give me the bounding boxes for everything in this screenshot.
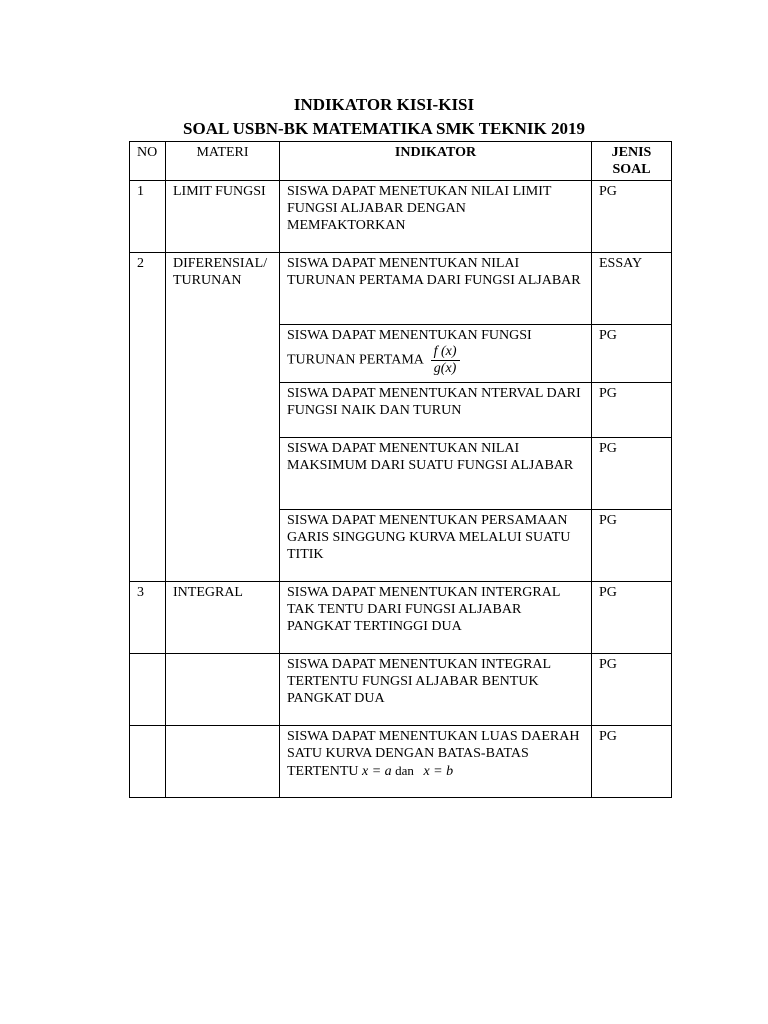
row-no: [130, 654, 166, 726]
row-materi: LIMIT FUNGSI: [166, 181, 280, 253]
row-jenis: PG: [592, 325, 672, 383]
table-header-row: [130, 142, 672, 181]
header-jenis-line1: JENIS: [611, 145, 652, 160]
row-indikator: SISWA DAPAT MENENTUKAN INTERGRAL TAK TENTU DARI FUNGSI ALJABAR PANGKAT TERTINGGI DUA: [280, 582, 592, 654]
row-materi: DIFERENSIAL/ TURUNAN: [166, 253, 280, 582]
dan-text: dan: [395, 763, 414, 778]
row-jenis: PG: [592, 582, 672, 654]
table-row: [130, 181, 672, 253]
kisi-kisi-table: [129, 141, 672, 798]
row-no: [130, 726, 166, 798]
table-row: [130, 253, 672, 325]
row-jenis: PG: [592, 726, 672, 798]
header-no: NO: [130, 142, 166, 181]
table-row: [130, 726, 672, 798]
indikator-text: SISWA DAPAT MENENTUKAN LUAS DAERAH SATU KURVA DENGAN BATAS-BATAS TERTENTU: [287, 729, 580, 779]
row-indikator: SISWA DAPAT MENENTUKAN INTEGRAL TERTENTU FUNGSI ALJABAR BENTUK PANGKAT DUA: [280, 654, 592, 726]
indikator-line1: SISWA DAPAT MENENTUKAN FUNGSI: [287, 328, 532, 343]
row-jenis: PG: [592, 181, 672, 253]
row-no: 3: [130, 582, 166, 654]
document-subtitle: SOAL USBN-BK MATEMATIKA SMK TEKNIK 2019: [183, 119, 585, 138]
header-jenis-line2: SOAL: [612, 162, 651, 177]
row-indikator: [280, 325, 592, 383]
row-jenis: PG: [592, 510, 672, 582]
row-indikator: SISWA DAPAT MENETUKAN NILAI LIMIT FUNGSI ALJABAR DENGAN MEMFAKTORKAN: [280, 181, 592, 253]
fraction-f-over-g: [431, 344, 460, 377]
row-indikator: SISWA DAPAT MENENTUKAN NILAI MAKSIMUM DARI SUATU FUNGSI ALJABAR: [280, 438, 592, 510]
row-no: 2: [130, 253, 166, 582]
row-jenis: PG: [592, 383, 672, 438]
row-indikator: [280, 726, 592, 798]
table-row: [130, 582, 672, 654]
math-x-equals-a: x = a: [361, 764, 392, 779]
row-jenis: PG: [592, 654, 672, 726]
row-materi: [166, 654, 280, 726]
header-jenis-soal: [592, 142, 672, 181]
row-no: 1: [130, 181, 166, 253]
row-jenis: ESSAY: [592, 253, 672, 325]
header-materi: MATERI: [166, 142, 280, 181]
indikator-line2: TURUNAN PERTAMA: [287, 352, 424, 368]
row-indikator: SISWA DAPAT MENENTUKAN NTERVAL DARI FUNGSI NAIK DAN TURUN: [280, 383, 592, 438]
row-indikator: SISWA DAPAT MENENTUKAN NILAI TURUNAN PERTAMA DARI FUNGSI ALJABAR: [280, 253, 592, 325]
header-indikator: INDIKATOR: [280, 142, 592, 181]
row-indikator: SISWA DAPAT MENENTUKAN PERSAMAAN GARIS SINGGUNG KURVA MELALUI SUATU TITIK: [280, 510, 592, 582]
table-row: [130, 654, 672, 726]
document-title: INDIKATOR KISI-KISI: [293, 95, 475, 114]
math-x-equals-b: x = b: [423, 764, 454, 779]
row-jenis: PG: [592, 438, 672, 510]
fraction-denominator: g(x): [433, 361, 457, 376]
row-materi: [166, 726, 280, 798]
fraction-numerator: f (x): [431, 344, 460, 361]
row-materi: INTEGRAL: [166, 582, 280, 654]
